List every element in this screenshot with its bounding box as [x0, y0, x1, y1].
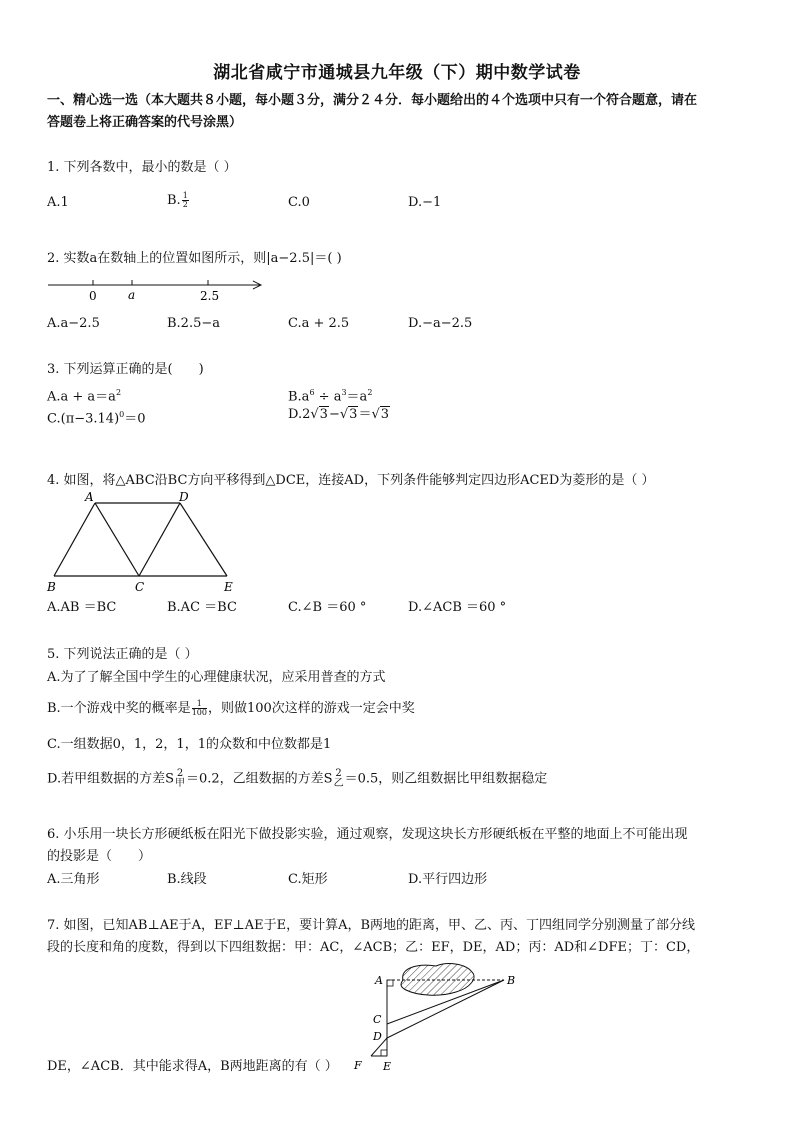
radicand-2: 3 — [349, 407, 358, 422]
question-6-option-c: C.矩形 — [288, 872, 328, 887]
option-a-text: A.a + a＝a — [47, 389, 116, 405]
question-3-option-a — [47, 384, 121, 406]
option-c-part2: ＝0 — [124, 411, 146, 427]
fraction-numerator: 1 — [192, 700, 207, 709]
pond-shape — [401, 964, 474, 996]
option-b-post: ，则做100次这样的游戏一定会中奖 — [207, 701, 415, 716]
question-6-stem-line1: 6. 小乐用一块长方形硬纸板在阳光下做投影实验，通过观察，发现这块长方形硬纸板在平整的地面上不可能出现 — [47, 827, 688, 842]
vertex-label-c: C — [135, 580, 145, 594]
variance-sup-sub-1 — [175, 769, 185, 789]
distance-figure — [348, 960, 528, 1078]
variance-sup: 2 — [176, 768, 184, 779]
question-4-option-a: A.AB ＝BC — [47, 600, 117, 615]
point-label-a: A — [375, 974, 383, 987]
question-7-stem-line2: 段的长度和角的度数，得到以下四组数据：甲：AC，∠ACB；乙：EF，DE，AD；丙：AD和∠DFE；丁：CD， — [47, 940, 700, 955]
question-1-option-b — [167, 192, 190, 210]
section-heading-line1: 一、精心选一选（本大题共８小题，每小题３分，满分２４分．每小题给出的４个选项中只有一个符合题意，请在 — [47, 93, 698, 108]
rhombus-figure — [42, 488, 242, 598]
option-d-part3: ＝ — [358, 407, 372, 422]
section-heading — [47, 90, 752, 134]
radicand-1: 3 — [319, 407, 328, 422]
question-5-stem: 5. 下列说法正确的是（ ） — [47, 647, 198, 662]
page-title: 湖北省咸宁市通城县九年级（下）期中数学试卷 — [213, 63, 581, 83]
section-heading-line2: 答题卷上将正确答案的代号涂黑） — [47, 115, 243, 130]
question-2-stem: 2. 实数a在数轴上的位置如图所示，则|a−2.5|＝( ) — [47, 251, 342, 266]
sqrt-icon: √ — [371, 407, 380, 422]
question-6-stem-line2: 的投影是（ ） — [47, 849, 152, 864]
option-b-exp2: 3 — [341, 388, 347, 397]
question-5-option-b — [47, 700, 415, 718]
sqrt-icon: √ — [339, 407, 349, 422]
option-a-exponent: 2 — [115, 388, 122, 397]
option-c-part1: C.(π−3.14) — [47, 411, 120, 427]
question-3-option-c — [47, 406, 146, 428]
option-b-pre: B.一个游戏中奖的概率是 — [47, 701, 191, 716]
label-two-point-five: 2.5 — [200, 289, 220, 303]
variance-sub: 乙 — [333, 778, 344, 789]
point-label-b: B — [507, 974, 516, 987]
point-label-d: D — [373, 1030, 382, 1043]
point-label-c: C — [373, 1013, 382, 1026]
variance-sub: 甲 — [175, 778, 185, 789]
question-4-option-d: D.∠ACB ＝60 ° — [408, 600, 507, 615]
variance-sup-sub-2 — [334, 769, 344, 789]
point-label-f: F — [354, 1059, 362, 1072]
question-2-option-d: D.−a−2.5 — [408, 316, 473, 331]
question-3-stem: 3. 下列运算正确的是( ) — [47, 362, 204, 377]
vertex-label-e: E — [224, 580, 233, 594]
fraction-one-hundredth — [192, 700, 207, 717]
option-b-part3: ＝a — [346, 389, 368, 405]
fraction-numerator: 1 — [182, 191, 188, 200]
vertex-label-d: D — [179, 490, 189, 504]
fraction-denominator: 100 — [191, 708, 207, 717]
point-label-e: E — [383, 1060, 392, 1073]
question-7-stem-line1: 7. 如图，已知AB⊥AE于A，EF⊥AE于E，要计算A，B两地的距离，甲、乙、丙、丁四组同学分别测量了部分线 — [47, 918, 696, 933]
question-3-option-b — [288, 384, 372, 406]
fraction-one-half — [182, 192, 189, 209]
segment-dc — [139, 503, 180, 576]
option-d-part1: D.2 — [288, 407, 311, 422]
option-b-exp1: 6 — [309, 388, 315, 397]
number-line — [45, 276, 267, 304]
vertex-label-a: A — [85, 490, 94, 504]
radicand-3: 3 — [380, 407, 390, 422]
segment-de — [180, 503, 227, 576]
segment-ab — [54, 503, 95, 576]
option-b-part2: ÷ a — [314, 389, 342, 405]
right-angle-e — [381, 1050, 387, 1056]
option-d-mid: ＝0.2，乙组数据的方差S — [186, 771, 333, 787]
question-4-stem: 4. 如图，将△ABC沿BC方向平移得到△DCE，连接AD，下列条件能够判定四边形ACED为菱形的是（ ） — [47, 473, 655, 488]
question-3-option-d — [288, 406, 390, 424]
question-4-option-b: B.AC ＝BC — [167, 600, 237, 615]
question-6-option-d: D.平行四边形 — [408, 872, 488, 887]
option-d-post: ＝0.5，则乙组数据比甲组数据稳定 — [344, 771, 548, 787]
option-d-pre: D.若甲组数据的方差S — [47, 771, 174, 787]
question-2-option-a: A.a−2.5 — [47, 316, 100, 331]
sqrt-icon: √ — [310, 407, 319, 422]
question-5-option-d — [47, 769, 547, 789]
question-1-option-a: A.1 — [47, 195, 69, 210]
fraction-denominator: 2 — [182, 200, 188, 209]
question-1-option-d: D.−1 — [408, 195, 442, 210]
question-7-stem-line3: DE，∠ACB．其中能求得A，B两地距离的有（ ） — [47, 1059, 338, 1074]
question-2-option-c: C.a + 2.5 — [288, 316, 350, 331]
question-6-option-b: B.线段 — [167, 872, 207, 887]
question-1-stem: 1. 下列各数中，最小的数是（ ） — [47, 160, 237, 175]
question-2-option-b: B.2.5−a — [167, 316, 221, 331]
option-b-exp3: 2 — [367, 388, 373, 397]
vertex-label-b: B — [47, 580, 56, 594]
question-5-option-a: A.为了了解全国中学生的心理健康状况，应采用普查的方式 — [47, 670, 386, 685]
question-6-option-a: A.三角形 — [47, 872, 100, 887]
segment-ac — [95, 503, 139, 576]
question-5-option-c: C.一组数据0，1，2，1，1的众数和中位数都是1 — [47, 737, 332, 752]
option-c-exp: 0 — [119, 410, 125, 419]
question-1-option-c: C.0 — [288, 195, 310, 210]
option-d-part2: − — [328, 407, 340, 422]
variance-sup: 2 — [335, 768, 342, 779]
option-b-part1: B.a — [288, 389, 310, 405]
right-angle-a — [387, 980, 393, 986]
option-b-prefix: B. — [167, 193, 181, 208]
label-a: a — [128, 288, 136, 302]
label-zero: 0 — [89, 289, 97, 303]
question-4-option-c: C.∠B ＝60 ° — [288, 600, 367, 615]
